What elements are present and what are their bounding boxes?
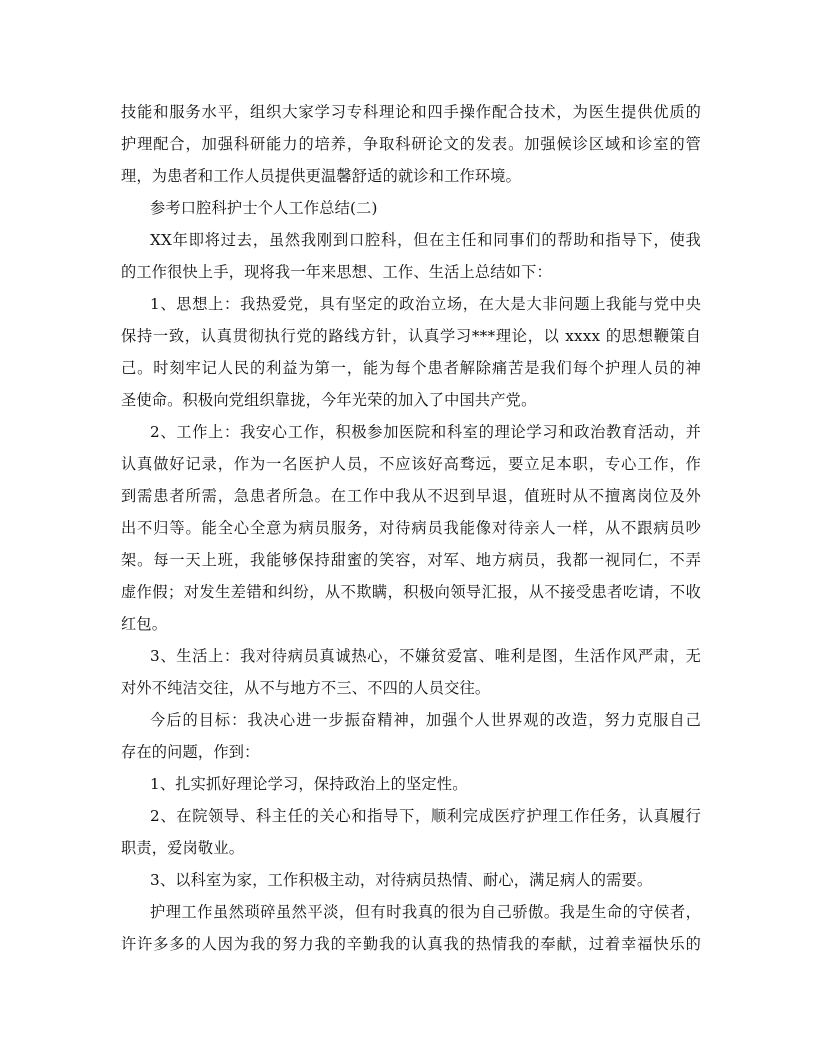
section-heading: 参考口腔科护士个人工作总结(二) <box>150 199 378 217</box>
body-text-line: 虚作假；对发生差错和纠纷，从不欺瞒，积极向领导汇报，从不接受患者吃请，不收 <box>121 583 701 601</box>
body-text-line: 认真做好记录，作为一名医护人员，不应该好高骛远，要立足本职，专心工作，作 <box>121 455 701 473</box>
body-text-line: 架。每一天上班，我能够保持甜蜜的笑容，对军、地方病员，我都一视同仁，不弄 <box>121 551 701 569</box>
body-text-line: 理，为患者和工作人员提供更温馨舒适的就诊和工作环境。 <box>121 167 522 185</box>
paragraph-first-line: 2、工作上：我安心工作，积极参加医院和科室的理论学习和政治教育活动，并 <box>150 423 701 441</box>
body-text-line: 到需患者所需，急患者所急。在工作中我从不迟到早退，值班时从不擅离岗位及外 <box>121 487 701 505</box>
body-text-line: 对外不纯洁交往，从不与地方不三、不四的人员交往。 <box>121 679 491 697</box>
paragraph-first-line: XX年即将过去，虽然我刚到口腔科，但在主任和同事们的帮助和指导下，使我 <box>150 231 701 249</box>
list-item: 2、在院领导、科主任的关心和指导下，顺利完成医疗护理工作任务，认真履行 <box>150 807 701 825</box>
body-text-line: 职责，爱岗敬业。 <box>121 839 245 857</box>
body-text-line: 己。时刻牢记人民的利益为第一，能为每个患者解除痛苦是我们每个护理人员的神 <box>121 359 701 377</box>
list-item: 3、以科室为家，工作积极主动，对待病员热情、耐心，满足病人的需要。 <box>150 871 653 889</box>
body-text-line: 存在的问题，作到： <box>121 743 260 761</box>
paragraph-first-line: 1、思想上：我热爱党，具有坚定的政治立场，在大是大非问题上我能与党中央 <box>150 295 701 313</box>
paragraph-first-line: 护理工作虽然琐碎虽然平淡，但有时我真的很为自己骄傲。我是生命的守侯者， <box>150 903 701 921</box>
body-text-line: 红包。 <box>121 615 168 633</box>
body-text-line: 的工作很快上手，现将我一年来思想、工作、生活上总结如下： <box>121 263 552 281</box>
body-text-line: 技能和服务水平，组织大家学习专科理论和四手操作配合技术，为医生提供优质的 <box>121 103 701 121</box>
paragraph-first-line: 3、生活上：我对待病员真诚热心，不嫌贫爱富、唯利是图，生活作风严肃，无 <box>150 647 701 665</box>
body-text-line: 出不归等。能全心全意为病员服务，对待病员我能像对待亲人一样，从不跟病员吵 <box>121 519 701 537</box>
body-text-line: 圣使命。积极向党组织靠拢，今年光荣的加入了中国共产党。 <box>121 391 537 409</box>
body-text-line: 护理配合，加强科研能力的培养，争取科研论文的发表。加强候诊区域和诊室的管 <box>121 135 701 153</box>
paragraph-first-line: 今后的目标：我决心进一步振奋精神，加强个人世界观的改造，努力克服自己 <box>150 711 701 729</box>
body-text-line: 保持一致，认真贯彻执行党的路线方针，认真学习***理论，以 xxxx 的思想鞭策自 <box>121 327 701 345</box>
list-item: 1、扎实抓好理论学习，保持政治上的坚定性。 <box>150 775 468 793</box>
body-text-line: 许许多多的人因为我的努力我的辛勤我的认真我的热情我的奉献，过着幸福快乐的 <box>121 935 701 953</box>
